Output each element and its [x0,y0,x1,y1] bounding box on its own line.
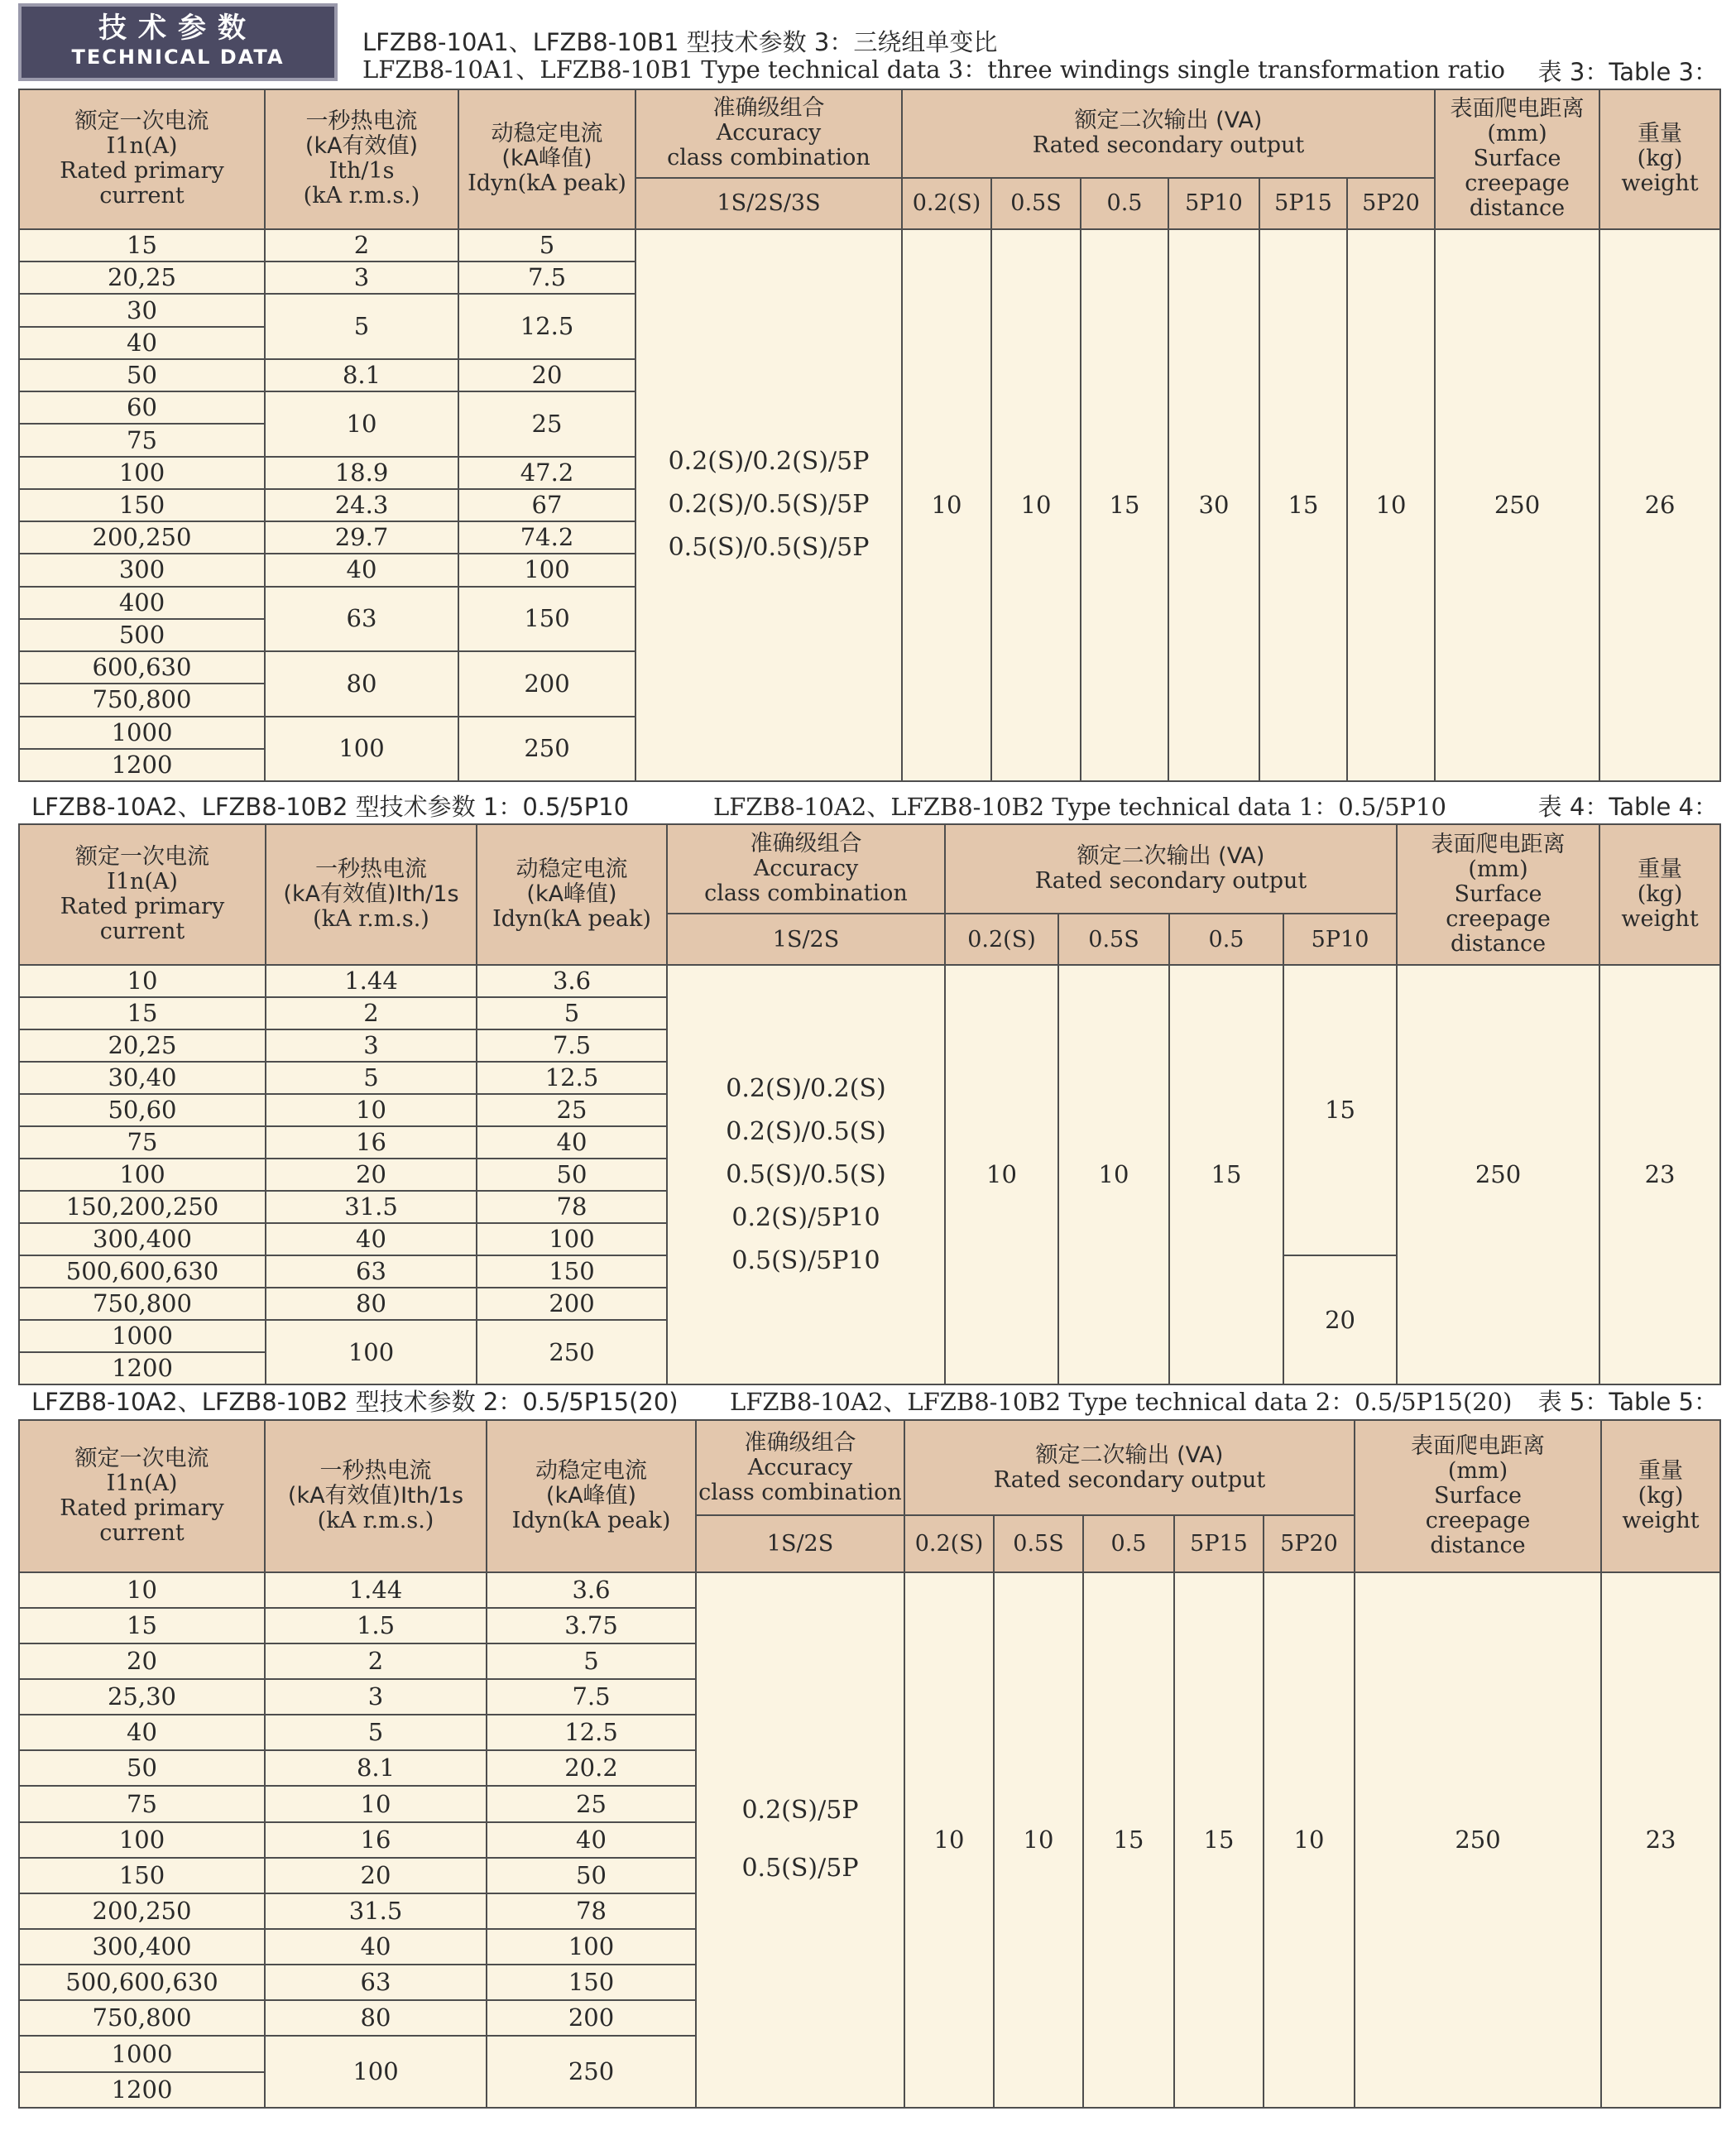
primary-current-cell: 75 [19,1786,265,1821]
dynamic-current-cell: 5 [477,997,667,1029]
thermal-current-cell: 63 [266,1255,477,1288]
dynamic-current-cell: 150 [487,1965,696,2000]
subheader-output: 0.5S [1058,914,1169,965]
dynamic-current-cell: 3.75 [487,1608,696,1643]
primary-current-cell: 75 [19,1126,266,1159]
output-cell: 15 [1083,1572,1174,2108]
thermal-current-cell: 8.1 [265,1750,487,1786]
primary-current-cell: 40 [19,327,265,359]
thermal-current-cell: 20 [265,1858,487,1893]
table3-label: 表 3：Table 3： [1537,58,1718,86]
dynamic-current-cell: 78 [487,1893,696,1929]
primary-current-cell: 1000 [19,1320,266,1352]
header-accuracy-class: 准确级组合 Accuracy class combination [696,1420,904,1515]
output-cell: 15 [1259,229,1347,781]
creepage-cell: 250 [1435,229,1599,781]
subheader-output: 0.2(S) [945,914,1058,965]
thermal-current-cell: 1.44 [265,1572,487,1608]
primary-current-cell: 750,800 [19,1288,266,1320]
table4-caption-zh: LFZB8-10A2、LFZB8-10B2 型技术参数 1：0.5/5P10 [31,793,630,821]
dynamic-current-cell: 50 [487,1858,696,1893]
primary-current-cell: 50 [19,1750,265,1786]
thermal-current-cell: 3 [266,1029,477,1062]
primary-current-cell: 300 [19,554,265,586]
thermal-current-cell: 29.7 [265,521,458,554]
thermal-current-cell: 2 [266,997,477,1029]
thermal-current-cell: 80 [265,2000,487,2036]
subheader-output: 5P15 [1174,1515,1264,1571]
output-cell: 10 [1347,229,1435,781]
dynamic-current-cell: 20.2 [487,1750,696,1786]
header-dynamic-current: 动稳定电流 (kA峰值) Idyn(kA peak) [487,1420,696,1572]
primary-current-cell: 300,400 [19,1223,266,1255]
subheader-accuracy: 1S/2S/3S [635,178,902,229]
thermal-current-cell: 3 [265,1679,487,1715]
accuracy-combination-cell: 0.2(S)/0.2(S)/5P 0.2(S)/0.5(S)/5P 0.5(S)/0.5(S)/5P [635,229,902,781]
primary-current-cell: 20 [19,1643,265,1679]
dynamic-current-cell: 100 [458,554,635,586]
thermal-current-cell: 10 [265,1786,487,1821]
accuracy-combination-cell: 0.2(S)/0.2(S) 0.2(S)/0.5(S) 0.5(S)/0.5(S) 0.2(S)/5P10 0.5(S)/5P10 [667,965,945,1384]
primary-current-cell: 25,30 [19,1679,265,1715]
dynamic-current-cell: 250 [477,1320,667,1384]
primary-current-cell: 100 [19,1822,265,1858]
thermal-current-cell: 80 [266,1288,477,1320]
dynamic-current-cell: 50 [477,1159,667,1191]
dynamic-current-cell: 150 [458,587,635,651]
primary-current-cell: 500,600,630 [19,1255,266,1288]
dynamic-current-cell: 3.6 [477,965,667,997]
thermal-current-cell: 100 [265,717,458,782]
output-cell: 10 [991,229,1081,781]
badge-title-en: TECHNICAL DATA [71,46,285,69]
weight-cell: 26 [1599,229,1720,781]
dynamic-current-cell: 25 [487,1786,696,1821]
output-cell: 15 [1283,965,1397,1255]
table5-caption-zh: LFZB8-10A2、LFZB8-10B2 型技术参数 2：0.5/5P15(20) [31,1388,679,1416]
subheader-output: 0.5S [994,1515,1083,1571]
dynamic-current-cell: 7.5 [458,262,635,294]
table4-caption-en: LFZB8-10A2、LFZB8-10B2 Type technical data 1：0.5/5P10 [713,793,1446,821]
thermal-current-cell: 100 [266,1320,477,1384]
output-cell: 15 [1169,965,1283,1384]
dynamic-current-cell: 12.5 [477,1062,667,1094]
table5 [18,1419,1721,2109]
thermal-current-cell: 5 [265,294,458,358]
primary-current-cell: 750,800 [19,2000,265,2036]
output-cell: 10 [1264,1572,1355,2108]
thermal-current-cell: 20 [266,1159,477,1191]
primary-current-cell: 100 [19,1159,266,1191]
header-thermal-current: 一秒热电流 (kA有效值) Ith/1s (kA r.m.s.) [265,89,458,229]
primary-current-cell: 30,40 [19,1062,266,1094]
header-thermal-current: 一秒热电流 (kA有效值)Ith/1s (kA r.m.s.) [266,824,477,965]
table4-label: 表 4：Table 4： [1537,793,1718,821]
subheader-output: 0.5S [991,178,1081,229]
header-creepage-distance: 表面爬电距离 (mm) Surface creepage distance [1397,824,1599,965]
header-creepage-distance: 表面爬电距离 (mm) Surface creepage distance [1435,89,1599,229]
primary-current-cell: 1200 [19,2072,265,2108]
header-accuracy-class: 准确级组合 Accuracy class combination [667,824,945,914]
thermal-current-cell: 5 [265,1715,487,1750]
header-creepage-distance: 表面爬电距离 (mm) Surface creepage distance [1355,1420,1601,1572]
dynamic-current-cell: 47.2 [458,457,635,489]
dynamic-current-cell: 3.6 [487,1572,696,1608]
subheader-output: 0.5 [1081,178,1168,229]
dynamic-current-cell: 200 [458,651,635,716]
primary-current-cell: 15 [19,997,266,1029]
thermal-current-cell: 1.5 [265,1608,487,1643]
thermal-current-cell: 3 [265,262,458,294]
header-weight: 重量 (kg) weight [1599,824,1720,965]
primary-current-cell: 400 [19,587,265,619]
dynamic-current-cell: 5 [458,229,635,262]
primary-current-cell: 1000 [19,2036,265,2071]
subheader-output: 5P15 [1259,178,1347,229]
thermal-current-cell: 100 [265,2036,487,2108]
dynamic-current-cell: 78 [477,1191,667,1223]
subheader-output: 0.2(S) [902,178,991,229]
thermal-current-cell: 5 [266,1062,477,1094]
dynamic-current-cell: 12.5 [487,1715,696,1750]
thermal-current-cell: 2 [265,229,458,262]
header-weight: 重量 (kg) weight [1599,89,1720,229]
thermal-current-cell: 2 [265,1643,487,1679]
thermal-current-cell: 8.1 [265,359,458,391]
dynamic-current-cell: 7.5 [477,1029,667,1062]
primary-current-cell: 10 [19,965,266,997]
header-secondary-output: 额定二次输出 (VA) Rated secondary output [945,824,1397,914]
subheader-output: 5P10 [1168,178,1259,229]
dynamic-current-cell: 100 [487,1929,696,1965]
thermal-current-cell: 18.9 [265,457,458,489]
thermal-current-cell: 16 [266,1126,477,1159]
primary-current-cell: 200,250 [19,1893,265,1929]
primary-current-cell: 750,800 [19,684,265,716]
thermal-current-cell: 31.5 [265,1893,487,1929]
thermal-current-cell: 63 [265,1965,487,2000]
primary-current-cell: 50 [19,359,265,391]
primary-current-cell: 75 [19,424,265,456]
technical-data-badge [18,3,338,81]
header-weight: 重量 (kg) weight [1601,1420,1720,1572]
header-primary-current: 额定一次电流 I1n(A) Rated primary current [19,1420,265,1572]
primary-current-cell: 50,60 [19,1094,266,1126]
table4 [18,823,1721,1385]
table5-label: 表 5：Table 5： [1537,1388,1718,1416]
table3-caption-zh: LFZB8-10A1、LFZB8-10B1 型技术参数 3：三绕组单变比 [362,28,998,56]
primary-current-cell: 600,630 [19,651,265,684]
output-cell: 20 [1283,1255,1397,1384]
subheader-accuracy: 1S/2S [696,1515,904,1571]
output-cell: 10 [904,1572,994,2108]
thermal-current-cell: 40 [266,1223,477,1255]
accuracy-combination-cell: 0.2(S)/5P 0.5(S)/5P [696,1572,904,2108]
dynamic-current-cell: 100 [477,1223,667,1255]
subheader-output: 0.5 [1169,914,1283,965]
primary-current-cell: 60 [19,391,265,424]
thermal-current-cell: 63 [265,587,458,651]
table3 [18,89,1721,782]
subheader-accuracy: 1S/2S [667,914,945,965]
primary-current-cell: 500 [19,619,265,651]
output-cell: 10 [1058,965,1169,1384]
dynamic-current-cell: 5 [487,1643,696,1679]
thermal-current-cell: 40 [265,554,458,586]
primary-current-cell: 200,250 [19,521,265,554]
subheader-output: 5P10 [1283,914,1397,965]
primary-current-cell: 150 [19,1858,265,1893]
header-primary-current: 额定一次电流 I1n(A) Rated primary current [19,824,266,965]
primary-current-cell: 300,400 [19,1929,265,1965]
dynamic-current-cell: 74.2 [458,521,635,554]
dynamic-current-cell: 25 [477,1094,667,1126]
dynamic-current-cell: 250 [487,2036,696,2108]
header-dynamic-current: 动稳定电流 (kA峰值) Idyn(kA peak) [477,824,667,965]
thermal-current-cell: 24.3 [265,489,458,521]
subheader-output: 5P20 [1347,178,1435,229]
dynamic-current-cell: 20 [458,359,635,391]
creepage-cell: 250 [1397,965,1599,1384]
output-cell: 10 [902,229,991,781]
thermal-current-cell: 10 [266,1094,477,1126]
header-secondary-output: 额定二次输出 (VA) Rated secondary output [902,89,1435,178]
primary-current-cell: 15 [19,229,265,262]
header-accuracy-class: 准确级组合 Accuracy class combination [635,89,902,178]
primary-current-cell: 15 [19,1608,265,1643]
primary-current-cell: 20,25 [19,1029,266,1062]
primary-current-cell: 40 [19,1715,265,1750]
header-thermal-current: 一秒热电流 (kA有效值)Ith/1s (kA r.m.s.) [265,1420,487,1572]
primary-current-cell: 100 [19,457,265,489]
subheader-output: 5P20 [1264,1515,1355,1571]
primary-current-cell: 20,25 [19,262,265,294]
weight-cell: 23 [1599,965,1720,1384]
dynamic-current-cell: 200 [487,2000,696,2036]
output-cell: 10 [945,965,1058,1384]
dynamic-current-cell: 67 [458,489,635,521]
output-cell: 15 [1081,229,1168,781]
table3-caption-en: LFZB8-10A1、LFZB8-10B1 Type technical data 3：three windings single transformation ratio [362,55,1505,84]
primary-current-cell: 150 [19,489,265,521]
dynamic-current-cell: 12.5 [458,294,635,358]
thermal-current-cell: 80 [265,651,458,716]
thermal-current-cell: 40 [265,1929,487,1965]
subheader-output: 0.2(S) [904,1515,994,1571]
dynamic-current-cell: 250 [458,717,635,782]
table5-caption-en: LFZB8-10A2、LFZB8-10B2 Type technical data 2：0.5/5P15(20) [730,1388,1513,1416]
primary-current-cell: 10 [19,1572,265,1608]
output-cell: 15 [1174,1572,1264,2108]
primary-current-cell: 1000 [19,717,265,749]
header-primary-current: 额定一次电流 I1n(A) Rated primary current [19,89,265,229]
subheader-output: 0.5 [1083,1515,1174,1571]
dynamic-current-cell: 200 [477,1288,667,1320]
dynamic-current-cell: 40 [487,1822,696,1858]
thermal-current-cell: 10 [265,391,458,456]
dynamic-current-cell: 7.5 [487,1679,696,1715]
primary-current-cell: 500,600,630 [19,1965,265,2000]
output-cell: 10 [994,1572,1083,2108]
primary-current-cell: 1200 [19,749,265,781]
thermal-current-cell: 1.44 [266,965,477,997]
header-dynamic-current: 动稳定电流 (kA峰值) Idyn(kA peak) [458,89,635,229]
dynamic-current-cell: 25 [458,391,635,456]
primary-current-cell: 1200 [19,1352,266,1384]
weight-cell: 23 [1601,1572,1720,2108]
primary-current-cell: 30 [19,294,265,326]
thermal-current-cell: 31.5 [266,1191,477,1223]
thermal-current-cell: 16 [265,1822,487,1858]
dynamic-current-cell: 40 [477,1126,667,1159]
dynamic-current-cell: 150 [477,1255,667,1288]
header-secondary-output: 额定二次输出 (VA) Rated secondary output [904,1420,1355,1515]
badge-title-zh: 技术参数 [98,12,257,45]
creepage-cell: 250 [1355,1572,1601,2108]
output-cell: 30 [1168,229,1259,781]
primary-current-cell: 150,200,250 [19,1191,266,1223]
